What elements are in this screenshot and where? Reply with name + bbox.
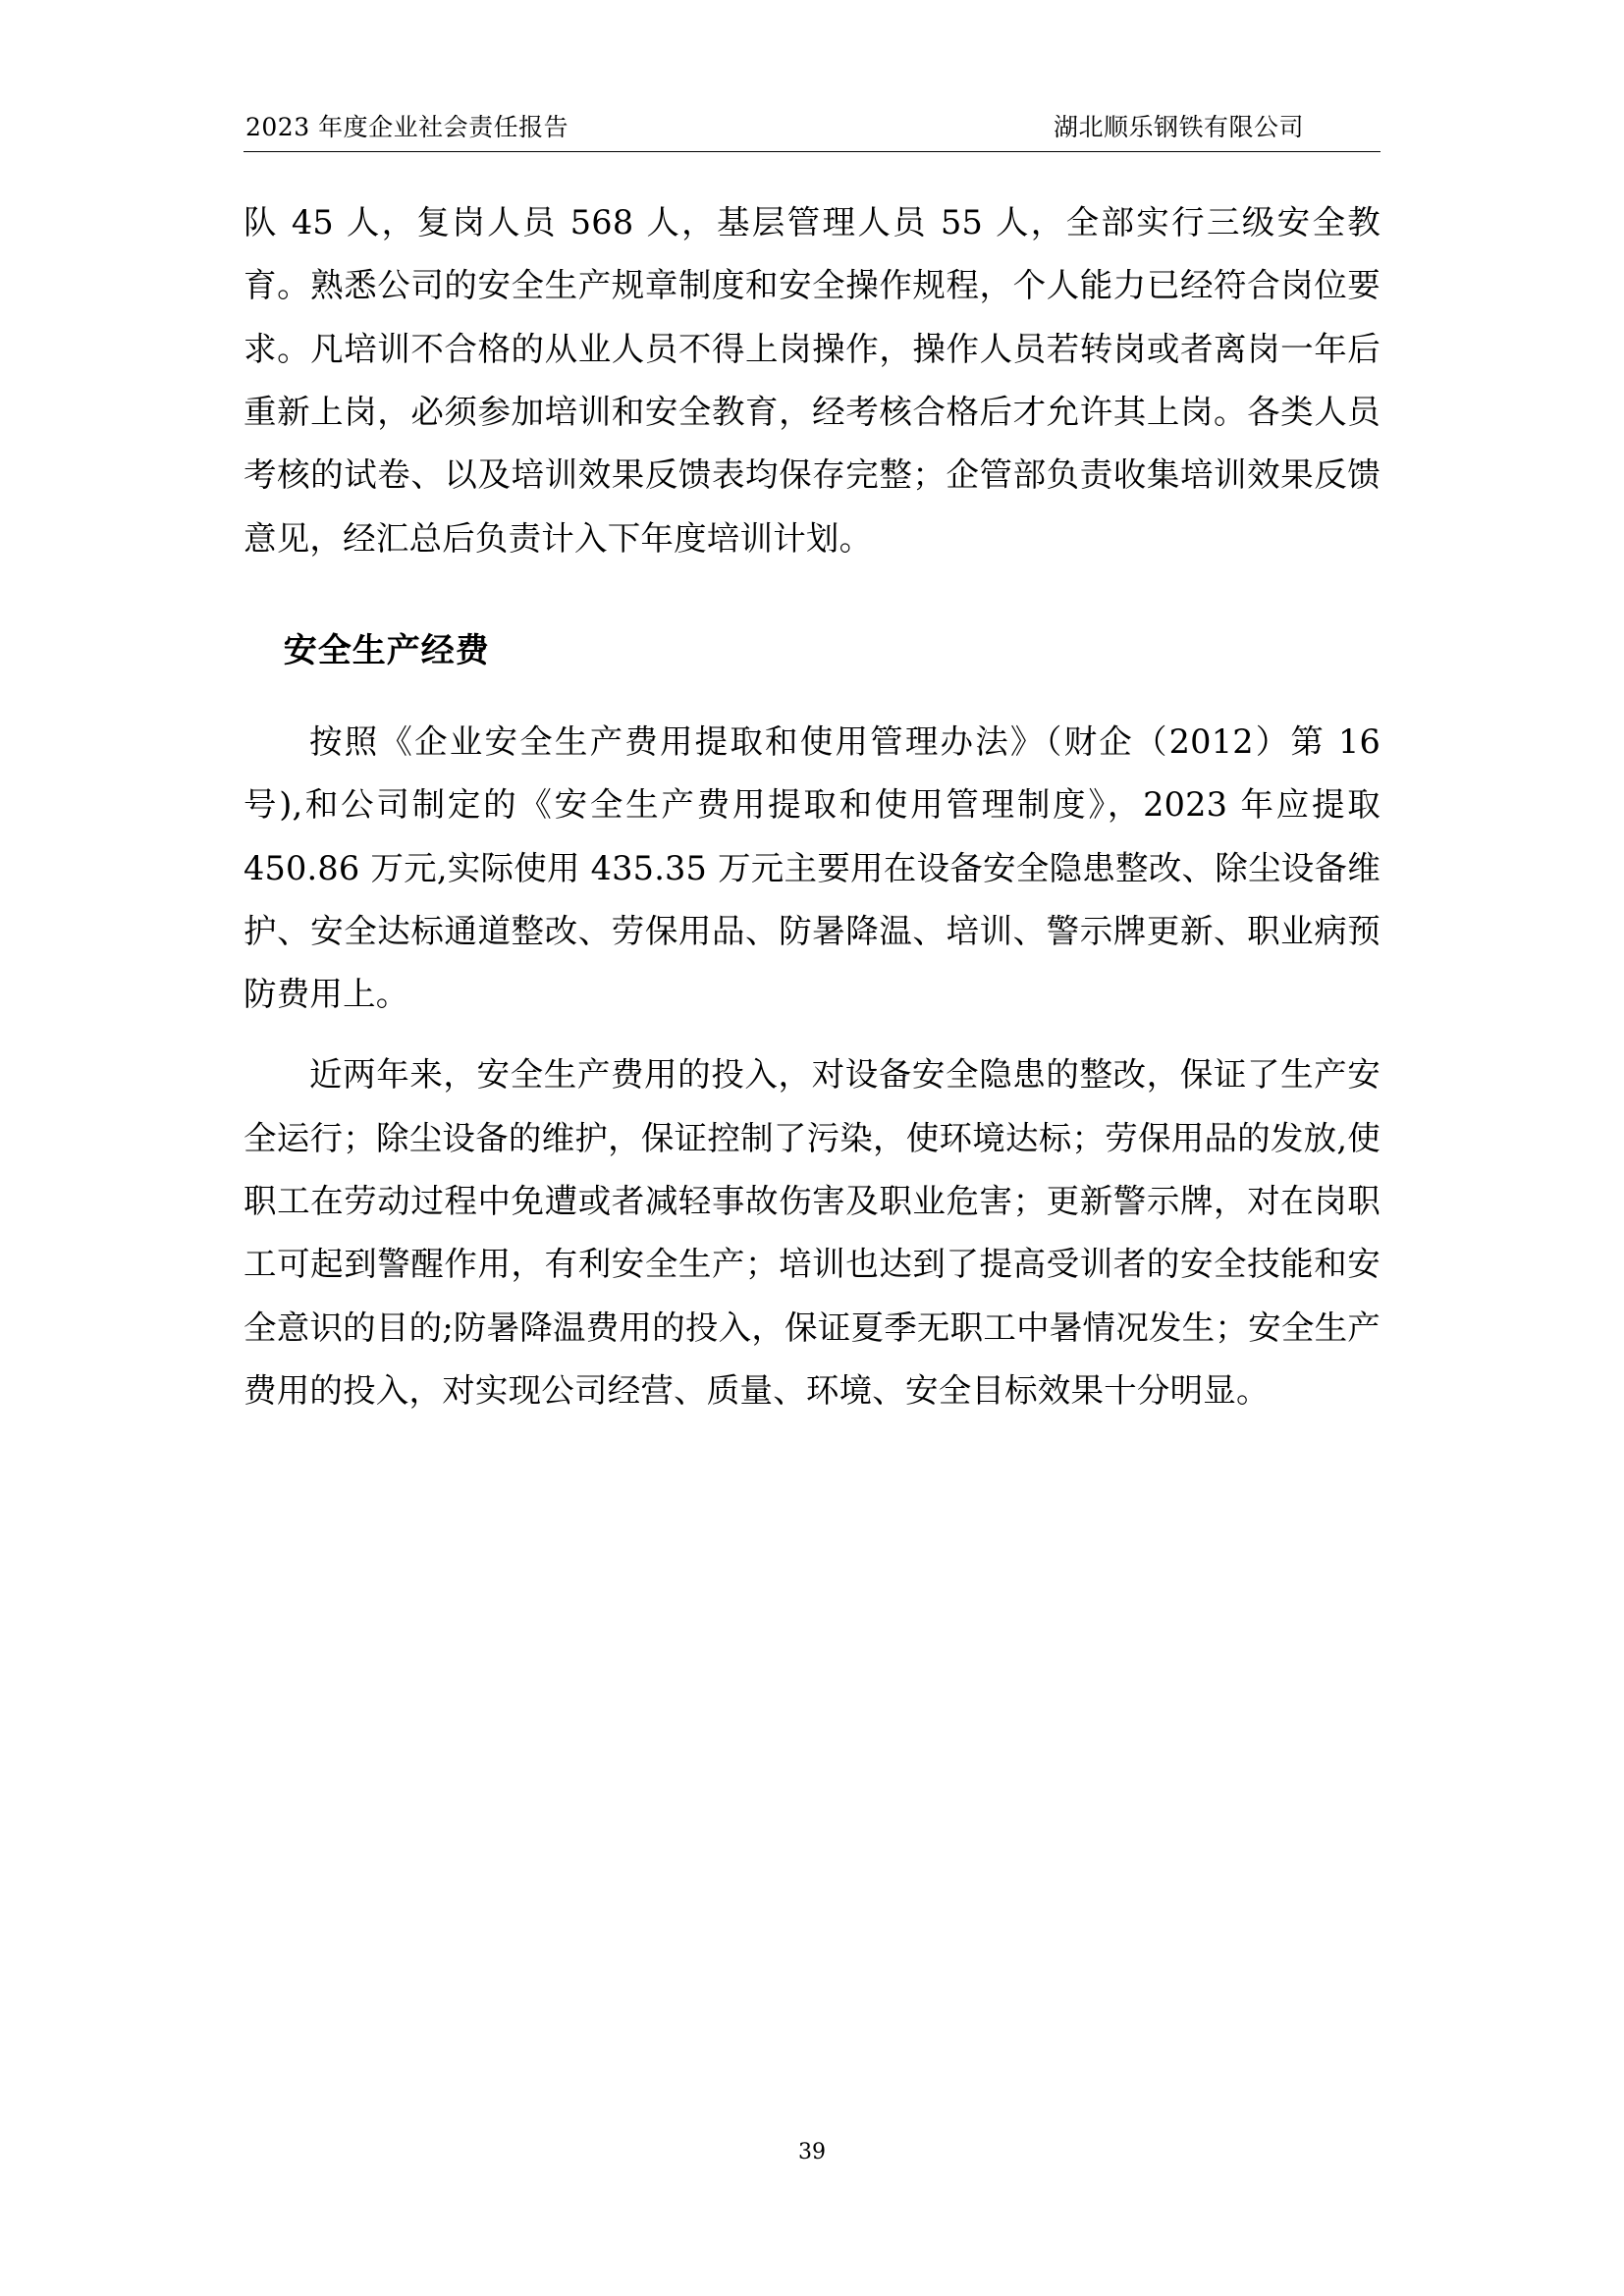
- header-report-title: 2023 年度企业社会责任报告: [245, 113, 569, 141]
- paragraph-training-continued: 队 45 人，复岗人员 568 人，基层管理人员 55 人，全部实行三级安全教育。熟悉公司的安全生产规章制度和安全操作规程，个人能力已经符合岗位要求。凡培训不合格的从业人员不得上岗操作，操作人员若转岗或者离岗一年后重新上岗，必须参加培训和安全教育，经考核合格后才允许其上岗。各类人员考核的试卷、以及培训效果反馈表均保存完整；企管部负责收集培训效果反馈意见，经汇总后负责计入下年度培训计划。: [244, 203, 1380, 558]
- header-divider: [244, 151, 1380, 152]
- page-header: [244, 108, 1380, 151]
- section-heading-safety-funding: 安全生产经费: [283, 630, 490, 670]
- body-text: [244, 191, 1380, 1422]
- header-company-name: 湖北顺乐钢铁有限公司: [1053, 113, 1304, 141]
- paragraph-spacer: [244, 1030, 1380, 1043]
- page-number: 39: [798, 2140, 826, 2164]
- paragraph-funding-effect: 近两年来，安全生产费用的投入，对设备安全隐患的整改，保证了生产安全运行；除尘设备的维护，保证控制了污染，使环境达标；劳保用品的发放,使职工在劳动过程中免遭或者减轻事故伤害及职业危害；更新警示牌，对在岗职工可起到警醒作用，有利安全生产；培训也达到了提高受训者的安全技能和安全意识的目的;防暑降温费用的投入，保证夏季无职工中暑情况发生；安全生产费用的投入，对实现公司经营、质量、环境、安全目标效果十分明显。: [244, 1055, 1380, 1410]
- page-content: [244, 108, 1380, 1426]
- page-footer: [0, 2140, 1624, 2164]
- paragraph-funding-basis: 按照《企业安全生产费用提取和使用管理办法》（财企（2012）第 16 号),和公司制定的《安全生产费用提取和使用管理制度》，2023 年应提取 450.86 万元,实际使用 435.35 万元主要用在设备安全隐患整改、除尘设备维护、安全达标通道整改、劳保用品、防暑降温、培训、警示牌更新、职业病预防费用上。: [244, 721, 1380, 1014]
